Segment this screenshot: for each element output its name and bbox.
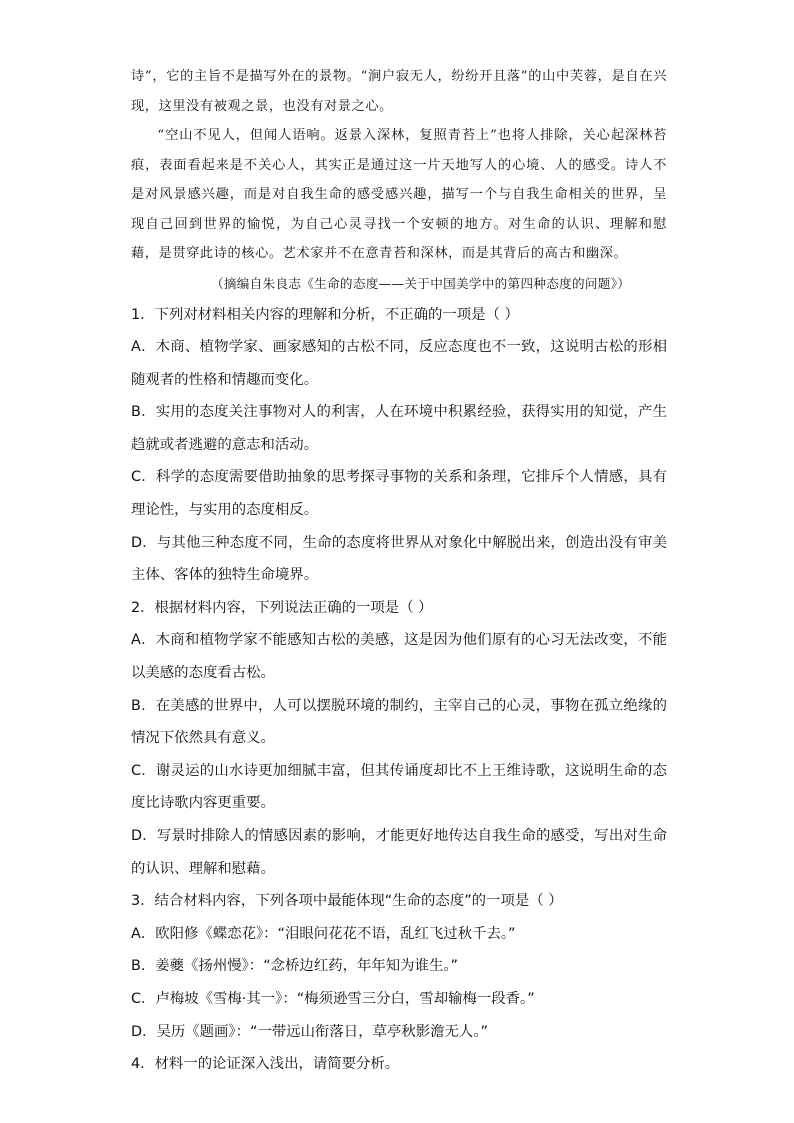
option-b: B．姜夔《扬州慢》：“念桥边红药，年年知为谁生。” xyxy=(131,958,458,975)
option-a: A．木商和植物学家不能感知古松的美感，这是因为他们原有的心习无法改变，不能以美感的态度看古松。 xyxy=(131,632,667,682)
option-a: A．欧阳修《蝶恋花》：“泪眼问花花不语，乱红飞过秋千去。” xyxy=(131,925,516,942)
option-b: B．实用的态度关注事物对人的利害，人在环境中积累经验，获得实用的知觉，产生趋就或者逃避的意志和活动。 xyxy=(131,404,667,453)
option-d: D．与其他三种态度不同，生命的态度将世界从对象化中解脱出来，创造出没有审美主体、客体的独特生命境界。 xyxy=(131,534,667,584)
question-3 xyxy=(131,885,667,1048)
option-c: C．科学的态度需要借助抽象的思考探寻事物的关系和条理，它排斥个人情感，具有理论性，与实用的态度相反。 xyxy=(131,469,667,519)
option-b: B．在美感的世界中，人可以摆脱环境的制约，主宰自己的心灵，事物在孤立绝缘的情况下依然具有意义。 xyxy=(131,697,667,747)
page-content xyxy=(131,62,667,1081)
question-stem: 4．材料一的论证深入浅出，请简要分析。 xyxy=(131,1056,400,1073)
passage-paragraph-2: “空山不见人，但闻人语响。返景入深林，复照青苔上”也将人排除，关心起深林苔痕，表面看起来是不关心人，其实正是通过这一片天地写人的心境、人的感受。诗人不是对风景感兴趣，而是对自我生命的感受感兴趣，描写一个与自我生命相关的世界，呈现自己回到世界的愉悦，为自己心灵寻找一个安顿的地方。对生命的认识、理解和慰藉，是贯穿此诗的核心。艺术家并不在意青苔和深林，而是其背后的高古和幽深。 xyxy=(131,128,667,261)
question-2 xyxy=(131,592,667,885)
passage-paragraph-1: 诗”，它的主旨不是描写外在的景物。“涧户寂无人，纷纷开且落”的山中芙蓉，是自在兴现，这里没有被观之景，也没有对景之心。 xyxy=(131,69,667,114)
question-stem: 3．结合材料内容，下列各项中最能体现“生命的态度”的一项是（ ） xyxy=(131,893,563,910)
question-4 xyxy=(131,1048,667,1081)
option-a: A．木商、植物学家、画家感知的古松不同，反应态度也不一致，这说明古松的形相随观者的性格和情趣而变化。 xyxy=(131,339,667,388)
question-stem: 1．下列对材料相关内容的理解和分析，不正确的一项是（ ） xyxy=(131,306,519,323)
passage-source: （摘编自朱良志《生命的态度——关于中国美学中的第四种态度的问题》） xyxy=(211,275,631,291)
option-d: D．写景时排除人的情感因素的影响，才能更好地传达自我生命的感受，写出对生命的认识、理解和慰藉。 xyxy=(131,828,667,877)
option-c: C．谢灵运的山水诗更加细腻丰富，但其传诵度却比不上王维诗歌，这说明生命的态度比诗歌内容更重要。 xyxy=(131,762,667,812)
question-stem: 2．根据材料内容，下列说法正确的一项是（ ） xyxy=(131,599,433,616)
option-c: C．卢梅坡《雪梅·其一》：“梅须逊雪三分白，雪却输梅一段香。” xyxy=(131,990,535,1007)
question-1 xyxy=(131,299,667,592)
option-d: D．吴历《题画》：“一带远山衔落日，草亭秋影澹无人。” xyxy=(131,1023,488,1040)
